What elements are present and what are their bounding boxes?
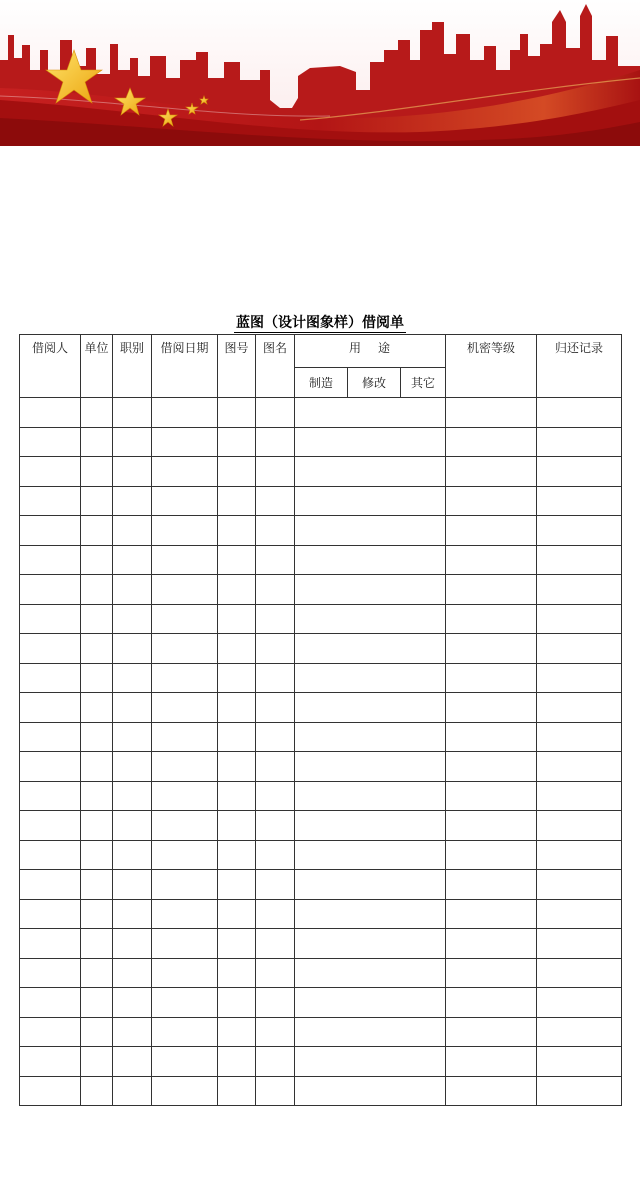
cell-borrower xyxy=(20,575,81,605)
cell-security-level xyxy=(446,693,537,723)
cell-borrower xyxy=(20,988,81,1018)
cell-security-level xyxy=(446,486,537,516)
cell-drawing-number xyxy=(218,781,256,811)
cell-borrower xyxy=(20,516,81,546)
table-row xyxy=(20,693,622,723)
cell-borrow-date xyxy=(152,398,218,428)
table-row xyxy=(20,486,622,516)
cell-position xyxy=(113,752,152,782)
cell-position xyxy=(113,575,152,605)
cell-position xyxy=(113,870,152,900)
cell-return-record xyxy=(537,457,622,487)
cell-position xyxy=(113,1076,152,1106)
cell-unit xyxy=(81,752,113,782)
cell-borrow-date xyxy=(152,722,218,752)
column-header-return-record: 归还记录 xyxy=(537,335,622,398)
cell-return-record xyxy=(537,958,622,988)
table-row xyxy=(20,516,622,546)
cell-borrower xyxy=(20,486,81,516)
cell-return-record xyxy=(537,722,622,752)
table-body xyxy=(20,398,622,1106)
cell-return-record xyxy=(537,398,622,428)
cell-borrow-date xyxy=(152,663,218,693)
cell-security-level xyxy=(446,604,537,634)
cell-unit xyxy=(81,427,113,457)
cell-return-record xyxy=(537,988,622,1018)
cell-position xyxy=(113,604,152,634)
cell-unit xyxy=(81,486,113,516)
cell-drawing-number xyxy=(218,516,256,546)
cell-return-record xyxy=(537,486,622,516)
table-row xyxy=(20,634,622,664)
cell-usage xyxy=(295,1076,446,1106)
cell-borrow-date xyxy=(152,1076,218,1106)
cell-borrower xyxy=(20,899,81,929)
cell-security-level xyxy=(446,516,537,546)
subheader-manufacture: 制造 xyxy=(295,368,348,398)
cell-usage xyxy=(295,516,446,546)
column-header-drawing-name: 图名 xyxy=(256,335,295,398)
cell-drawing-name xyxy=(256,752,295,782)
cell-security-level xyxy=(446,545,537,575)
cell-security-level xyxy=(446,634,537,664)
cell-return-record xyxy=(537,1076,622,1106)
cell-usage xyxy=(295,634,446,664)
cell-borrower xyxy=(20,1076,81,1106)
cell-usage xyxy=(295,988,446,1018)
cell-drawing-name xyxy=(256,634,295,664)
cell-unit xyxy=(81,457,113,487)
cell-unit xyxy=(81,929,113,959)
cell-borrow-date xyxy=(152,693,218,723)
cell-drawing-name xyxy=(256,663,295,693)
cell-position xyxy=(113,427,152,457)
table-row xyxy=(20,958,622,988)
cell-borrow-date xyxy=(152,575,218,605)
table-row xyxy=(20,811,622,841)
cell-unit xyxy=(81,516,113,546)
table-row xyxy=(20,870,622,900)
cell-drawing-number xyxy=(218,958,256,988)
cell-usage xyxy=(295,929,446,959)
cell-drawing-name xyxy=(256,693,295,723)
cell-usage xyxy=(295,722,446,752)
cell-drawing-name xyxy=(256,840,295,870)
cell-return-record xyxy=(537,1047,622,1077)
cell-borrow-date xyxy=(152,634,218,664)
cell-position xyxy=(113,1047,152,1077)
table-row xyxy=(20,781,622,811)
cell-drawing-name xyxy=(256,398,295,428)
table-row xyxy=(20,604,622,634)
cell-usage xyxy=(295,752,446,782)
cell-borrower xyxy=(20,545,81,575)
cell-drawing-name xyxy=(256,929,295,959)
cell-security-level xyxy=(446,1047,537,1077)
cell-borrower xyxy=(20,929,81,959)
cell-return-record xyxy=(537,929,622,959)
cell-unit xyxy=(81,840,113,870)
header-banner-image xyxy=(0,0,640,146)
cell-drawing-name xyxy=(256,604,295,634)
cell-borrow-date xyxy=(152,899,218,929)
cell-position xyxy=(113,693,152,723)
cell-borrower xyxy=(20,752,81,782)
cell-drawing-number xyxy=(218,457,256,487)
cell-borrower xyxy=(20,840,81,870)
cell-return-record xyxy=(537,1017,622,1047)
cell-unit xyxy=(81,663,113,693)
table-row xyxy=(20,457,622,487)
usage-label-part-2: 途 xyxy=(378,341,392,355)
cell-drawing-name xyxy=(256,870,295,900)
cell-security-level xyxy=(446,840,537,870)
cell-drawing-name xyxy=(256,988,295,1018)
cell-position xyxy=(113,1017,152,1047)
cell-borrower xyxy=(20,870,81,900)
cell-return-record xyxy=(537,545,622,575)
cell-borrow-date xyxy=(152,958,218,988)
cell-borrow-date xyxy=(152,840,218,870)
cell-borrower xyxy=(20,958,81,988)
cell-return-record xyxy=(537,781,622,811)
cell-unit xyxy=(81,899,113,929)
column-header-usage xyxy=(295,335,446,368)
cell-drawing-number xyxy=(218,427,256,457)
cell-position xyxy=(113,634,152,664)
subheader-other: 其它 xyxy=(401,368,446,398)
cell-security-level xyxy=(446,811,537,841)
cell-security-level xyxy=(446,988,537,1018)
cell-usage xyxy=(295,693,446,723)
cell-security-level xyxy=(446,575,537,605)
cell-borrow-date xyxy=(152,427,218,457)
cell-unit xyxy=(81,722,113,752)
cell-unit xyxy=(81,1047,113,1077)
cell-unit xyxy=(81,693,113,723)
cell-position xyxy=(113,929,152,959)
table-row xyxy=(20,1047,622,1077)
table-row xyxy=(20,988,622,1018)
cell-security-level xyxy=(446,1017,537,1047)
cell-position xyxy=(113,781,152,811)
cell-borrower xyxy=(20,634,81,664)
cell-usage xyxy=(295,604,446,634)
table-row xyxy=(20,722,622,752)
cell-borrow-date xyxy=(152,516,218,546)
usage-label-part-1: 用 xyxy=(348,341,362,355)
cell-position xyxy=(113,811,152,841)
cell-borrow-date xyxy=(152,929,218,959)
cell-security-level xyxy=(446,1076,537,1106)
cell-drawing-name xyxy=(256,516,295,546)
cell-usage xyxy=(295,1047,446,1077)
cell-drawing-name xyxy=(256,575,295,605)
column-header-borrow-date: 借阅日期 xyxy=(152,335,218,398)
cell-drawing-number xyxy=(218,1076,256,1106)
cell-usage xyxy=(295,575,446,605)
cell-drawing-number xyxy=(218,604,256,634)
cell-drawing-name xyxy=(256,958,295,988)
cell-unit xyxy=(81,988,113,1018)
cell-return-record xyxy=(537,693,622,723)
cell-borrower xyxy=(20,693,81,723)
cell-borrow-date xyxy=(152,811,218,841)
cell-drawing-number xyxy=(218,663,256,693)
cell-unit xyxy=(81,604,113,634)
cell-security-level xyxy=(446,398,537,428)
table-row xyxy=(20,663,622,693)
document-title xyxy=(0,314,640,332)
cell-security-level xyxy=(446,457,537,487)
cell-drawing-name xyxy=(256,781,295,811)
cell-security-level xyxy=(446,958,537,988)
cell-borrower xyxy=(20,457,81,487)
column-header-drawing-number: 图号 xyxy=(218,335,256,398)
cell-borrow-date xyxy=(152,988,218,1018)
cell-return-record xyxy=(537,634,622,664)
cell-usage xyxy=(295,840,446,870)
cell-borrow-date xyxy=(152,870,218,900)
cell-borrower xyxy=(20,811,81,841)
borrow-record-table xyxy=(19,334,622,1106)
cell-usage xyxy=(295,486,446,516)
cell-return-record xyxy=(537,840,622,870)
cell-borrower xyxy=(20,781,81,811)
document-title-text: 蓝图（设计图象样）借阅单 xyxy=(236,315,404,331)
cell-return-record xyxy=(537,516,622,546)
cell-drawing-number xyxy=(218,398,256,428)
table-row xyxy=(20,1076,622,1106)
cell-usage xyxy=(295,958,446,988)
cell-drawing-number xyxy=(218,575,256,605)
column-header-security-level: 机密等级 xyxy=(446,335,537,398)
cell-return-record xyxy=(537,575,622,605)
cell-position xyxy=(113,486,152,516)
cell-unit xyxy=(81,1017,113,1047)
cell-drawing-number xyxy=(218,486,256,516)
cell-drawing-name xyxy=(256,427,295,457)
cell-unit xyxy=(81,634,113,664)
cell-borrow-date xyxy=(152,486,218,516)
cell-borrow-date xyxy=(152,1017,218,1047)
cell-return-record xyxy=(537,899,622,929)
table-row xyxy=(20,899,622,929)
cell-drawing-number xyxy=(218,988,256,1018)
cell-drawing-number xyxy=(218,722,256,752)
cell-usage xyxy=(295,811,446,841)
cell-security-level xyxy=(446,427,537,457)
cell-position xyxy=(113,398,152,428)
cell-usage xyxy=(295,870,446,900)
cell-security-level xyxy=(446,752,537,782)
table-row xyxy=(20,545,622,575)
cell-position xyxy=(113,457,152,487)
cell-drawing-name xyxy=(256,811,295,841)
cell-return-record xyxy=(537,427,622,457)
cell-usage xyxy=(295,427,446,457)
cell-usage xyxy=(295,398,446,428)
cell-borrower xyxy=(20,1047,81,1077)
cell-usage xyxy=(295,1017,446,1047)
cell-usage xyxy=(295,899,446,929)
cell-drawing-name xyxy=(256,457,295,487)
cell-return-record xyxy=(537,604,622,634)
cell-borrow-date xyxy=(152,752,218,782)
cell-drawing-number xyxy=(218,1017,256,1047)
cell-drawing-name xyxy=(256,545,295,575)
table-row xyxy=(20,929,622,959)
cell-drawing-number xyxy=(218,899,256,929)
table-row xyxy=(20,1017,622,1047)
cell-return-record xyxy=(537,870,622,900)
cell-borrow-date xyxy=(152,1047,218,1077)
cell-unit xyxy=(81,575,113,605)
cell-drawing-name xyxy=(256,899,295,929)
cell-drawing-number xyxy=(218,811,256,841)
cell-usage xyxy=(295,457,446,487)
cell-drawing-number xyxy=(218,1047,256,1077)
table-row xyxy=(20,840,622,870)
cell-borrow-date xyxy=(152,781,218,811)
cell-return-record xyxy=(537,752,622,782)
cell-security-level xyxy=(446,781,537,811)
cell-drawing-name xyxy=(256,1017,295,1047)
column-header-position: 职别 xyxy=(113,335,152,398)
cell-drawing-name xyxy=(256,486,295,516)
cell-usage xyxy=(295,663,446,693)
cell-borrower xyxy=(20,398,81,428)
cell-borrow-date xyxy=(152,545,218,575)
cell-unit xyxy=(81,870,113,900)
cell-position xyxy=(113,958,152,988)
table-row xyxy=(20,427,622,457)
cell-position xyxy=(113,516,152,546)
cell-security-level xyxy=(446,722,537,752)
cell-security-level xyxy=(446,663,537,693)
cell-position xyxy=(113,722,152,752)
cell-unit xyxy=(81,545,113,575)
cell-return-record xyxy=(537,811,622,841)
cell-borrow-date xyxy=(152,457,218,487)
cell-unit xyxy=(81,781,113,811)
cell-drawing-number xyxy=(218,693,256,723)
table-row xyxy=(20,398,622,428)
cell-borrower xyxy=(20,604,81,634)
cell-position xyxy=(113,988,152,1018)
cell-drawing-number xyxy=(218,545,256,575)
cell-borrow-date xyxy=(152,604,218,634)
cell-drawing-number xyxy=(218,634,256,664)
cell-return-record xyxy=(537,663,622,693)
cell-drawing-number xyxy=(218,929,256,959)
cell-borrower xyxy=(20,1017,81,1047)
subheader-modify: 修改 xyxy=(348,368,401,398)
cell-position xyxy=(113,840,152,870)
cell-borrower xyxy=(20,663,81,693)
cell-drawing-name xyxy=(256,1047,295,1077)
cell-borrower xyxy=(20,722,81,752)
cell-unit xyxy=(81,1076,113,1106)
cell-security-level xyxy=(446,929,537,959)
cell-position xyxy=(113,663,152,693)
cell-usage xyxy=(295,545,446,575)
cell-security-level xyxy=(446,870,537,900)
cell-drawing-name xyxy=(256,722,295,752)
table-row xyxy=(20,752,622,782)
cell-position xyxy=(113,899,152,929)
cell-drawing-number xyxy=(218,752,256,782)
cell-unit xyxy=(81,958,113,988)
cell-drawing-name xyxy=(256,1076,295,1106)
table-row xyxy=(20,575,622,605)
cell-usage xyxy=(295,781,446,811)
cell-drawing-number xyxy=(218,870,256,900)
cell-security-level xyxy=(446,899,537,929)
cell-drawing-number xyxy=(218,840,256,870)
cell-position xyxy=(113,545,152,575)
column-header-borrower: 借阅人 xyxy=(20,335,81,398)
cell-unit xyxy=(81,811,113,841)
cell-unit xyxy=(81,398,113,428)
cell-borrower xyxy=(20,427,81,457)
column-header-unit: 单位 xyxy=(81,335,113,398)
